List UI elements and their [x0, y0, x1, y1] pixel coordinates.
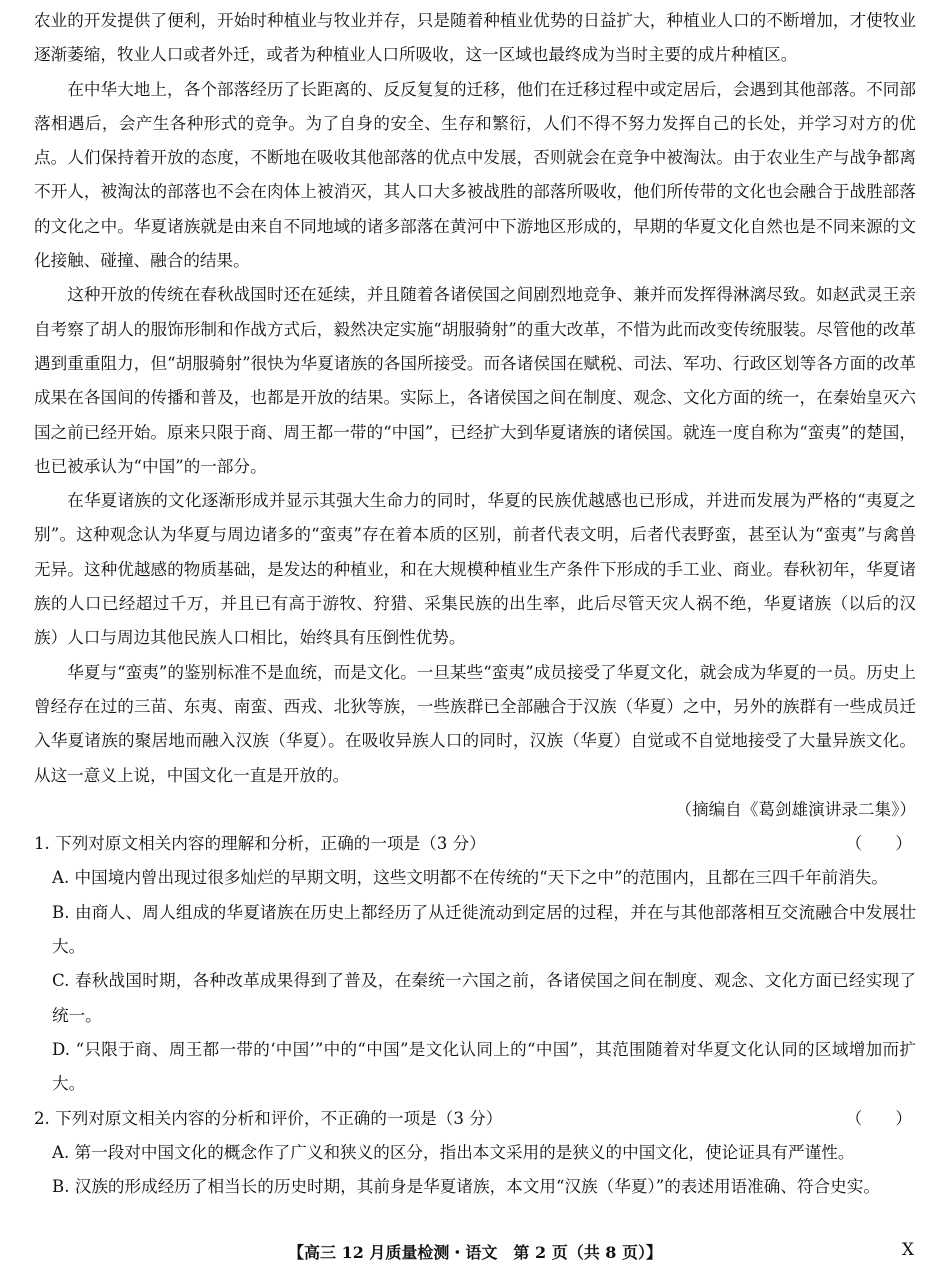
question-1-stem	[34, 827, 916, 861]
question-2-option-b: B. 汉族的形成经历了相当长的历史时期，其前身是华夏诸族，本文用“汉族（华夏）”的表述用语准确、符合史实。	[52, 1177, 880, 1197]
question-1-option-b: B. 由商人、周人组成的华夏诸族在历史上都经历了从迁徙流动到定居的过程，并在与其他部落相互交流融合中发展壮大。	[52, 902, 916, 957]
question-2-stem	[34, 1102, 916, 1136]
question-stem-text: 1. 下列对原文相关内容的理解和分析，正确的一项是（3 分）	[34, 834, 486, 854]
page-footer	[0, 1240, 950, 1270]
answer-bracket: （ ）	[845, 1108, 912, 1128]
footer-label: 【高三 12 月质量检测・语文 第 2 页（共 8 页）】	[288, 1243, 662, 1262]
question-1-option-a: A. 中国境内曾出现过很多灿烂的早期文明，这些文明都不在传统的“天下之中”的范围内，且都在三四千年前消失。	[52, 868, 888, 888]
passage-paragraph: 在华夏诸族的文化逐渐形成并显示其强大生命力的同时，华夏的民族优越感也已形成，并进而发展为严格的“夷夏之别”。这种观念认为华夏与周边诸多的“蛮夷”存在着本质的区别，前者代表文明，后者代表野蛮，甚至认为“蛮夷”与禽兽无异。这种优越感的物质基础，是发达的种植业，和在大规模种植业生产条件下形成的手工业、商业。春秋初年，华夏诸族的人口已经超过千万，并且已有高于游牧、狩猎、采集民族的出生率，此后尽管天灾人祸不绝，华夏诸族（以后的汉族）人口与周边其他民族人口相比，始终具有压倒性优势。	[34, 491, 916, 648]
question-2-option-a: A. 第一段对中国文化的概念作了广义和狭义的区分，指出本文采用的是狭义的中国文化，使论证具有严谨性。	[52, 1142, 855, 1162]
passage-paragraph: 农业的开发提供了便利，开始时种植业与牧业并存，只是随着种植业优势的日益扩大，种植业人口的不断增加，才使牧业逐渐萎缩，牧业人口或者外迁，或者为种植业人口所吸收，这一区域也最终成为当时主要的成片种植区。	[34, 11, 916, 65]
passage-paragraph: 在中华大地上，各个部落经历了长距离的、反反复复的迁移，他们在迁移过程中或定居后，会遇到其他部落。不同部落相遇后，会产生各种形式的竞争。为了自身的安全、生存和繁衍，人们不得不努力发挥自己的长处，并学习对方的优点。人们保持着开放的态度，不断地在吸收其他部落的优点中发展，否则就会在竞争中被淘汰。由于农业生产与战争都离不开人，被淘汰的部落也不会在肉体上被消灭，其人口大多被战胜的部落所吸收，他们所传带的文化也会融合于战胜部落的文化之中。华夏诸族就是由来自不同地域的诸多部落在黄河中下游地区形成的，早期的华夏文化自然也是不同来源的文化接触、碰撞、融合的结果。	[34, 79, 916, 271]
answer-bracket: （ ）	[845, 834, 912, 854]
question-1-option-c: C. 春秋战国时期，各种改革成果得到了普及，在秦统一六国之前，各诸侯国之间在制度、观念、文化方面已经实现了统一。	[52, 971, 916, 1025]
question-stem-text: 2. 下列对原文相关内容的分析和评价，不正确的一项是（3 分）	[34, 1108, 503, 1128]
question-1-option-d: D. “只限于商、周王都一带的‘中国’”中的“中国”是文化认同上的“中国”，其范围随着对华夏文化认同的区域增加而扩大。	[52, 1039, 916, 1094]
passage-source: （摘编自《葛剑雄演讲录二集》）	[675, 799, 916, 819]
passage-paragraph: 华夏与“蛮夷”的鉴别标准不是血统，而是文化。一旦某些“蛮夷”成员接受了华夏文化，就会成为华夏的一员。历史上曾经存在过的三苗、东夷、南蛮、西戎、北狄等族，一些族群已全部融合于汉族（华夏）之中，另外的族群有一些成员迁入华夏诸族的聚居地而融入汉族（华夏）。在吸收异族人口的同时，汉族（华夏）自觉或不自觉地接受了大量异族文化。从这一意义上说，中国文化一直是开放的。	[34, 662, 916, 785]
text-block	[34, 4, 916, 1204]
footer-mark: X	[901, 1240, 914, 1260]
passage-paragraph: 这种开放的传统在春秋战国时还在延续，并且随着各诸侯国之间剧烈地竞争、兼并而发挥得淋漓尽致。如赵武灵王亲自考察了胡人的服饰形制和作战方式后，毅然决定实施“胡服骑射”的重大改革，不惜为此而改变传统服装。尽管他的改革遇到重重阻力，但“胡服骑射”很快为华夏诸族的各国所接受。而各诸侯国在赋税、司法、军功、行政区划等各方面的改革成果在各国间的传播和普及，也都是开放的结果。实际上，各诸侯国之间在制度、观念、文化方面的统一，在秦始皇灭六国之前已经开始。原来只限于商、周王都一带的“中国”，已经扩大到华夏诸族的诸侯国。就连一度自称为“蛮夷”的楚国，也已被承认为“中国”的一部分。	[34, 285, 916, 476]
